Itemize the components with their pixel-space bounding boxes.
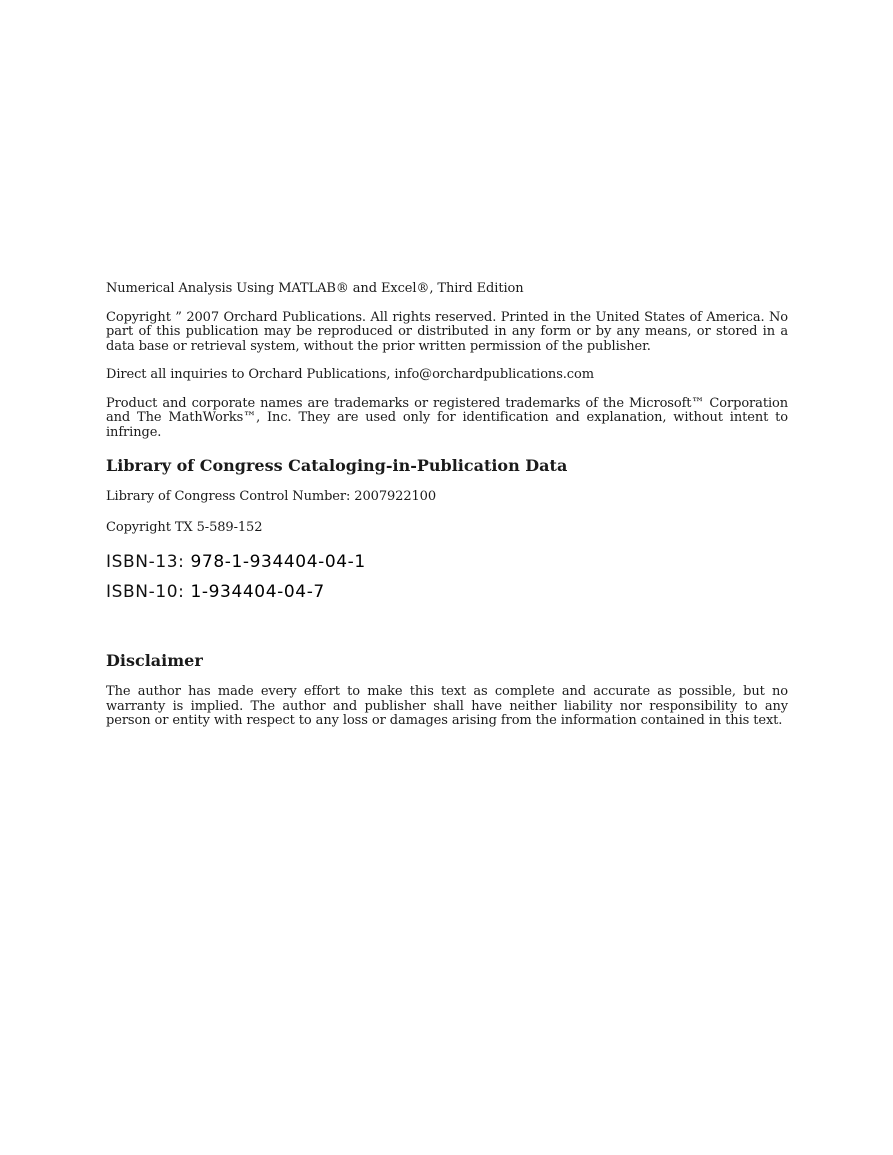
trademarks-notice: Product and corporate names are trademarks or registered trademarks of the Microsoft™ Corporation and The MathWorks™, Inc. They are used only for identification and explanation, without intent to infringe. <box>106 395 788 440</box>
copyright-registration: Copyright TX 5-589-152 <box>106 519 263 535</box>
isbn10-value: 1-934404-04-7 <box>190 582 325 602</box>
isbn13-label: ISBN-13: <box>106 552 191 572</box>
cataloging-heading: Library of Congress Cataloging-in-Publication Data <box>106 456 568 475</box>
control-number: Library of Congress Control Number: 2007922100 <box>106 489 437 504</box>
isbn10-label: ISBN-10: <box>106 582 191 602</box>
copyright-notice: Copyright ” 2007 Orchard Publications. All rights reserved. Printed in the United States of America. No part of this publication may be reproduced or distributed in any form or by any means, or stored in a data base or retrieval system, without the prior written permission of the publisher. <box>106 309 788 354</box>
disclaimer-heading: Disclaimer <box>106 651 203 670</box>
book-title-line: Numerical Analysis Using MATLAB® and Excel®, Third Edition <box>106 281 524 296</box>
disclaimer-text: The author has made every effort to make this text as complete and accurate as possible, but no warranty is implied. The author and publisher shall have neither liability nor responsibility to any person or entity with respect to any loss or damages arising from the information contained in this text. <box>106 684 788 728</box>
isbn13-line <box>106 551 788 573</box>
isbn13-value: 978-1-934404-04-1 <box>190 552 366 572</box>
inquiries-text: Direct all inquiries to Orchard Publications, info@orchardpublications.com <box>106 367 594 382</box>
page-content <box>106 282 788 729</box>
isbn10-line <box>106 581 788 603</box>
